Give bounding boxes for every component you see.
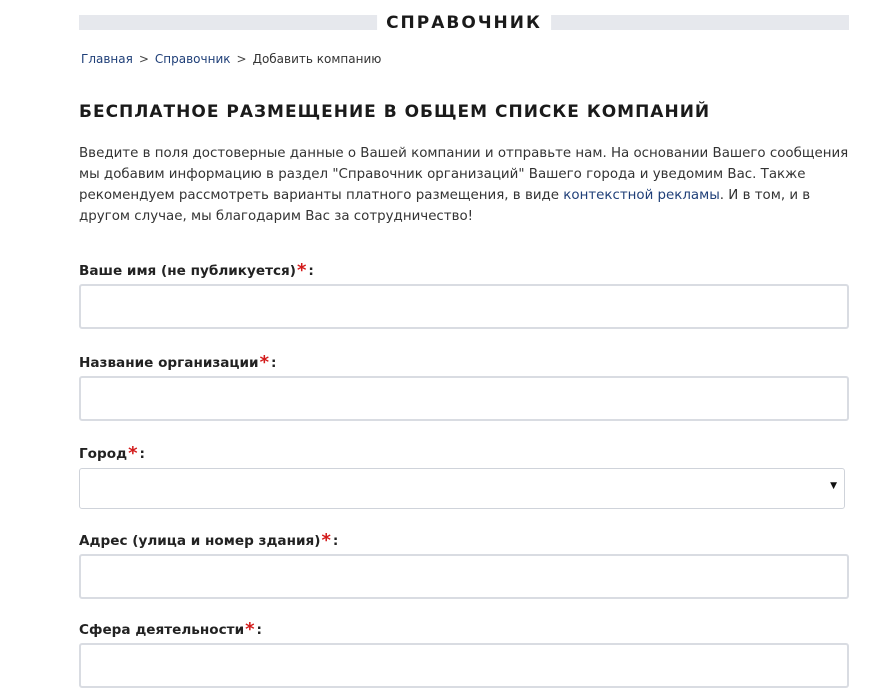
activity-field-group: [79, 620, 849, 688]
activity-input[interactable]: [79, 643, 849, 688]
add-company-form: [79, 261, 849, 688]
organization-field-group: [79, 353, 849, 421]
breadcrumb-home-link[interactable]: Главная: [81, 52, 133, 66]
page-title: БЕСПЛАТНОЕ РАЗМЕЩЕНИЕ В ОБЩЕМ СПИСКЕ КОМПАНИЙ: [79, 102, 711, 122]
activity-label-text: Сфера деятельности: [79, 622, 245, 638]
required-asterisk: *: [245, 619, 255, 640]
city-field-group: [79, 444, 849, 509]
label-colon: :: [139, 446, 145, 462]
required-asterisk: *: [297, 260, 307, 281]
breadcrumb-separator: >: [236, 52, 247, 66]
address-label-text: Адрес (улица и номер здания): [79, 533, 321, 549]
chevron-down-icon: ▼: [830, 481, 837, 491]
city-field-label: [79, 444, 849, 464]
activity-field-label: [79, 620, 849, 640]
page-container: [79, 0, 849, 688]
address-input[interactable]: [79, 554, 849, 599]
intro-text-part1: Введите в поля достоверные данные о Вашей компании и отправьте нам. На основании Вашего сообщения мы добавим информацию в раздел "Справочник организаций" Вашего города и уведомим Вас. Также рекомендуем рассмотреть варианты платного размещения, в виде: [79, 146, 849, 203]
organization-input[interactable]: [79, 376, 849, 421]
address-field-label: [79, 531, 849, 551]
name-input[interactable]: [79, 284, 849, 329]
breadcrumb: [79, 51, 849, 68]
name-field-label: [79, 261, 849, 281]
label-colon: :: [332, 533, 339, 549]
label-colon: :: [308, 263, 314, 279]
city-select[interactable]: [79, 468, 845, 509]
breadcrumb-separator: >: [138, 52, 149, 66]
name-label-text: Ваше имя (не публикуется): [79, 263, 296, 279]
intro-text: [79, 143, 849, 227]
organization-field-label: [79, 353, 849, 373]
name-field-group: [79, 261, 849, 329]
city-label-text: Город: [79, 446, 128, 462]
required-asterisk: *: [321, 530, 331, 551]
organization-label-text: Название организации: [79, 355, 259, 371]
breadcrumb-current: Добавить компанию: [252, 52, 382, 66]
required-asterisk: *: [128, 443, 138, 464]
address-field-group: [79, 531, 849, 599]
context-ads-link[interactable]: контекстной рекламы: [563, 188, 720, 203]
section-title: СПРАВОЧНИК: [377, 10, 551, 36]
breadcrumb-directory-link[interactable]: Справочник: [154, 52, 231, 66]
section-header: [79, 0, 849, 46]
intro-text-part2: . И в том, и в другом случае, мы благодарим Вас за сотрудничество!: [79, 188, 811, 224]
label-colon: :: [256, 622, 262, 638]
required-asterisk: *: [259, 352, 269, 373]
label-colon: :: [270, 355, 277, 371]
